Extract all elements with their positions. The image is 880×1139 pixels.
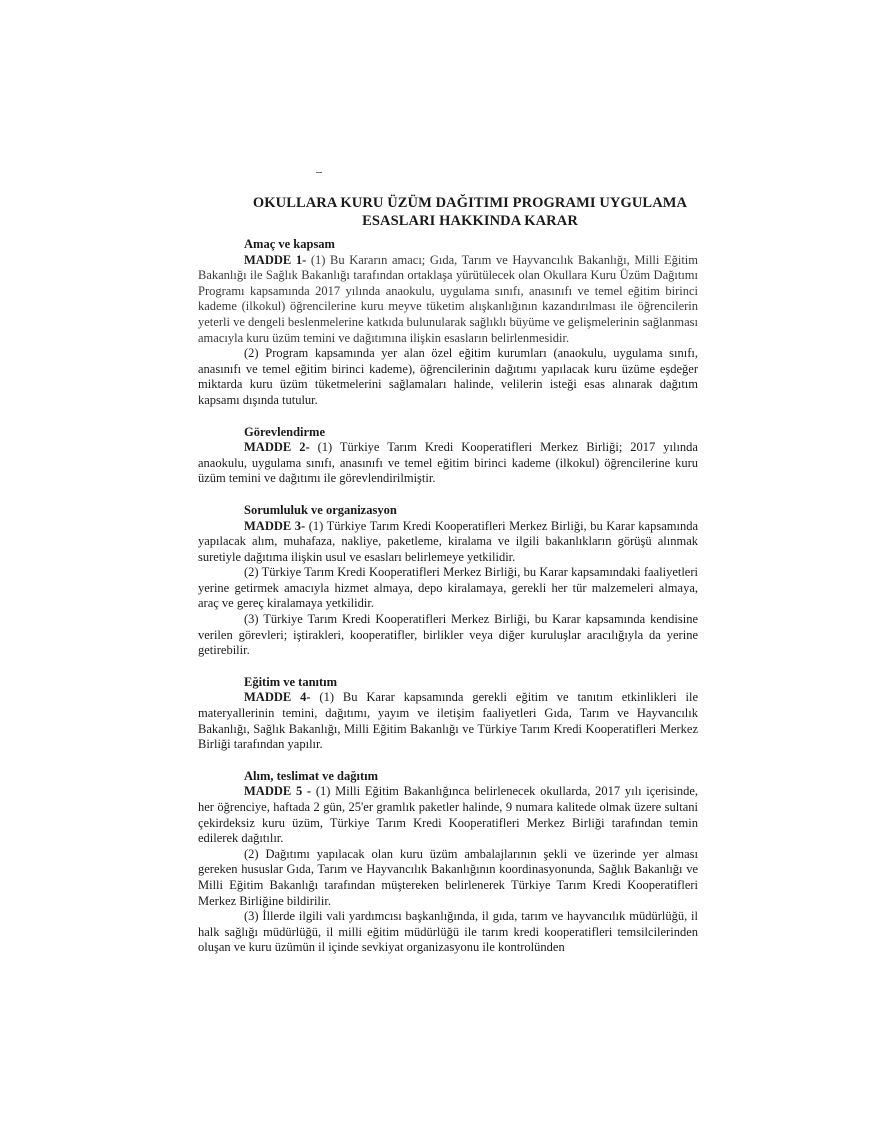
madde-label: MADDE 3- — [244, 518, 306, 533]
paragraph — [198, 346, 698, 408]
section-amac-ve-kapsam — [198, 237, 698, 409]
section-heading: Alım, teslimat ve dağıtım — [244, 768, 379, 783]
document-title — [200, 194, 740, 230]
paragraph-text: (1) Bu Kararın amacı; Gıda, Tarım ve Hayvancılık Bakanlığı, Milli Eğitim Bakanlığı ile Sağlık Bakanlığı tarafından ortaklaşa yürütülecek olan Okullara Kuru Üzüm Dağıtımı Programı kapsamında 2017 yılında anaokulu, uygulama sınıfı, anasınıfı ve temel eğitim birinci kademe (ilkokul) öğrencilerine kuru meyve tüketim alışkanlığının kazandırılması ile öğrencilerin yeterli ve dengeli beslenmelerine katkıda bulunularak sağlıklı büyüme ve gelişmelerinin sağlanması amacıyla kuru üzüm temini ve dağıtımına ilişkin esasların belirlenmesidir. — [198, 252, 698, 345]
document-body — [198, 237, 698, 972]
paragraph — [198, 612, 698, 659]
section-heading: Sorumluluk ve organizasyon — [244, 502, 397, 517]
section-sorumluluk-ve-organizasyon — [198, 503, 698, 659]
section-heading: Eğitim ve tanıtım — [244, 674, 338, 689]
paragraph-text: (2) Program kapsamında yer alan özel eğitim kurumları (anaokulu, uygulama sınıfı, anasınıfı ve temel eğitim birinci kademe), öğrencilerinin dağıtımı yapılacak kuru üzüme eşdeğer miktarda kuru üzüm tüketmelerini sağlamaları halinde, velilerin isteği esas alınarak dağıtım kapsamı dışında tutulur. — [198, 346, 698, 407]
paragraph-text: (2) Dağıtımı yapılacak olan kuru üzüm ambalajlarının şekli ve üzerinde yer alması gereken hususlar Gıda, Tarım ve Hayvancılık Bakanlığının koordinasyonunda, Sağlık Bakanlığı ve Milli Eğitim Bakanlığı tarafından müştereken belirlenerek Türkiye Tarım Kredi Kooperatifleri Merkez Birliğine bildirilir. — [198, 846, 698, 908]
madde-label: MADDE 5 - — [244, 784, 312, 799]
section-egitim-ve-tanitim — [198, 675, 698, 753]
paragraph — [198, 690, 698, 752]
section-alim-teslimat-ve-dagitim — [198, 769, 698, 956]
paragraph-text: (1) Bu Karar kapsamında gerekli eğitim ve tanıtım etkinlikleri ile materyallerinin temini, dağıtımı, yayım ve iletişim faaliyetleri Gıda, Tarım ve Hayvancılık Bakanlığı, Sağlık Bakanlığı, Milli Eğitim Bakanlığı ve Türkiye Tarım Kredi Kooperatifleri Merkez Birliği tarafından yapılır. — [198, 690, 698, 752]
paragraph — [198, 847, 698, 909]
section-gorevlendirme — [198, 425, 698, 487]
title-line-2: ESASLARI HAKKINDA KARAR — [362, 213, 578, 229]
paragraph-text: (2) Türkiye Tarım Kredi Kooperatifleri Merkez Birliği, bu Karar kapsamındaki faaliyetleri yerine getirmek amacıyla hizmet almaya, depo kiralamaya, gerekli her tür malzemeleri almaya, araç ve gereç kiralamaya yetkilidir. — [198, 565, 698, 611]
paragraph-text: (1) Türkiye Tarım Kredi Kooperatifleri Merkez Birliği; 2017 yılında anaokulu, uygulama sınıfı, anasınıfı ve temel eğitim birinci kademe (ilkokul) öğrencilerine kuru üzüm temini ve dağıtımı ile görevlendirilmiştir. — [198, 440, 698, 486]
paragraph — [198, 784, 698, 846]
paragraph-text: (3) Türkiye Tarım Kredi Kooperatifleri Merkez Birliği, bu Karar kapsamında kendisine verilen görevleri; iştirakleri, kooperatifler, birlikler veya diğer kuruluşlar aracılığıyla da yerine getirebilir. — [198, 612, 698, 658]
paragraph — [198, 519, 698, 566]
paragraph — [198, 440, 698, 487]
section-heading: Amaç ve kapsam — [244, 237, 335, 251]
paragraph-text: (1) Milli Eğitim Bakanlığınca belirlenecek okullarda, 2017 yılı içerisinde, her öğrenciye, haftada 2 gün, 25'er gramlık paketler halinde, 9 numara kalitede olmak üzere sultani çekirdeksiz kuru üzüm, Türkiye Tarım Kredi Kooperatifleri Merkez Birliği tarafından temin edilerek dağıtılır. — [198, 784, 698, 846]
paragraph — [198, 253, 698, 347]
scan-mark — [316, 172, 322, 173]
madde-label: MADDE 2- — [244, 440, 310, 455]
madde-label: MADDE 1- — [244, 252, 307, 267]
section-heading: Görevlendirme — [244, 424, 325, 439]
paragraph — [198, 909, 698, 956]
madde-label: MADDE 4- — [244, 690, 311, 705]
paragraph — [198, 565, 698, 612]
paragraph-text: (3) İllerde ilgili vali yardımcısı başkanlığında, il gıda, tarım ve hayvancılık müdürlüğü, il halk sağlığı müdürlüğü, il milli eğitim müdürlüğü ile tarım kredi kooperatifleri temsilcilerinden oluşan ve kuru üzümün il içinde sevkiyat organizasyonu ile kontrolünden — [198, 909, 698, 955]
title-line-1: OKULLARA KURU ÜZÜM DAĞITIMI PROGRAMI UYGULAMA — [252, 195, 688, 211]
paragraph-text: (1) Türkiye Tarım Kredi Kooperatifleri Merkez Birliği, bu Karar kapsamında yapılacak alım, muhafaza, nakliye, paketleme, kiralama ve ilgili bakanlıkların görüşü alınmak suretiyle dağıtıma ilişkin usul ve esasları belirlemeye yetkilidir. — [198, 518, 698, 564]
